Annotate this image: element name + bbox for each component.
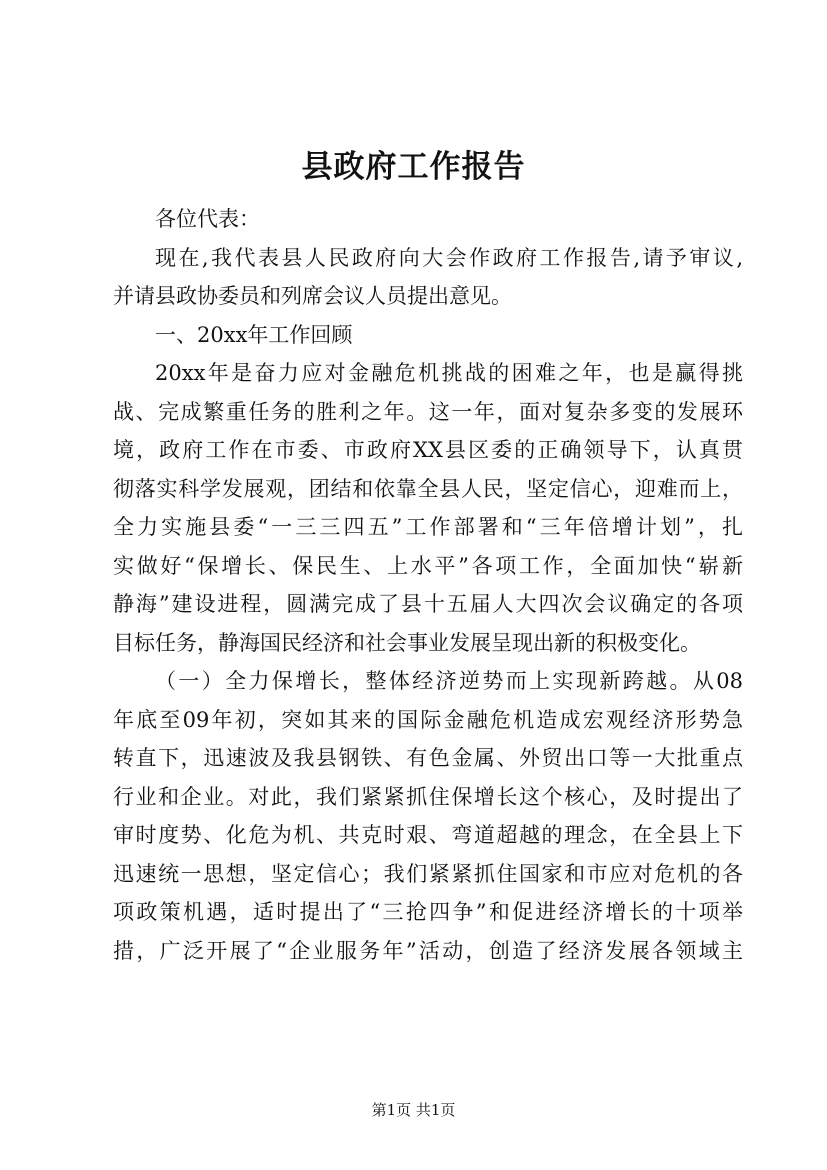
paragraph-line: 静海”建设进程，圆满完成了县十五届人大四次会议确定的各项 [113, 592, 743, 616]
paragraph-line: 年底至09年初，突如其来的国际金融危机造成宏观经济形势急 [113, 707, 743, 732]
paragraph-line: 审时度势、化危为机、共克时艰、弯道超越的理念，在全县上下 [113, 823, 743, 847]
review-paragraph-1 [113, 354, 743, 662]
intro-line: 现在,我代表县人民政府向大会作政府工作报告,请予审议, [155, 245, 743, 270]
section-heading: 一、20xx年工作回顾 [155, 322, 353, 347]
intro-line: 并请县政协委员和列席会议人员提出意见。 [113, 284, 512, 308]
document-body [113, 200, 743, 970]
document-title: 县政府工作报告 [301, 149, 526, 185]
paragraph-line: 战、完成繁重任务的胜利之年。这一年，面对复杂多变的发展环 [113, 399, 743, 424]
salutation-line: 各位代表： [155, 207, 260, 231]
paragraph-line: 行业和企业。对此，我们紧紧抓住保增长这个核心，及时提出了 [113, 784, 743, 809]
paragraph-line: 目标任务，静海国民经济和社会事业发展呈现出新的积极变化。 [113, 630, 701, 655]
paragraph-line: 20xx年是奋力应对金融危机挑战的困难之年，也是赢得挑 [155, 361, 743, 385]
salutation-paragraph [113, 200, 743, 239]
paragraph-line: 措，广泛开展了“企业服务年”活动，创造了经济发展各领域主 [113, 938, 743, 963]
paragraph-line: 全力实施县委“一三三四五”工作部署和“三年倍增计划”，扎 [113, 515, 743, 539]
paragraph-line: 实做好“保增长、保民生、上水平”各项工作，全面加快“崭新 [113, 553, 743, 578]
paragraph-line: （一）全力保增长，整体经济逆势而上实现新跨越。从08 [155, 669, 743, 693]
paragraph-line: 境，政府工作在市委、市政府XX县区委的正确领导下，认真贯 [113, 438, 743, 462]
section-heading-paragraph [113, 316, 743, 355]
paragraph-line: 转直下，迅速波及我县钢铁、有色金属、外贸出口等一大批重点 [113, 746, 743, 770]
paragraph-line: 迅速统一思想，坚定信心；我们紧紧抓住国家和市应对危机的各 [113, 861, 743, 886]
intro-paragraph [113, 239, 743, 316]
paragraph-line: 彻落实科学发展观，团结和依靠全县人民，坚定信心，迎难而上， [113, 476, 743, 501]
page-number-footer: 第1页 共1页 [371, 1101, 456, 1119]
review-paragraph-2 [113, 662, 743, 970]
paragraph-line: 项政策机遇，适时提出了“三抢四争”和促进经济增长的十项举 [113, 900, 743, 924]
